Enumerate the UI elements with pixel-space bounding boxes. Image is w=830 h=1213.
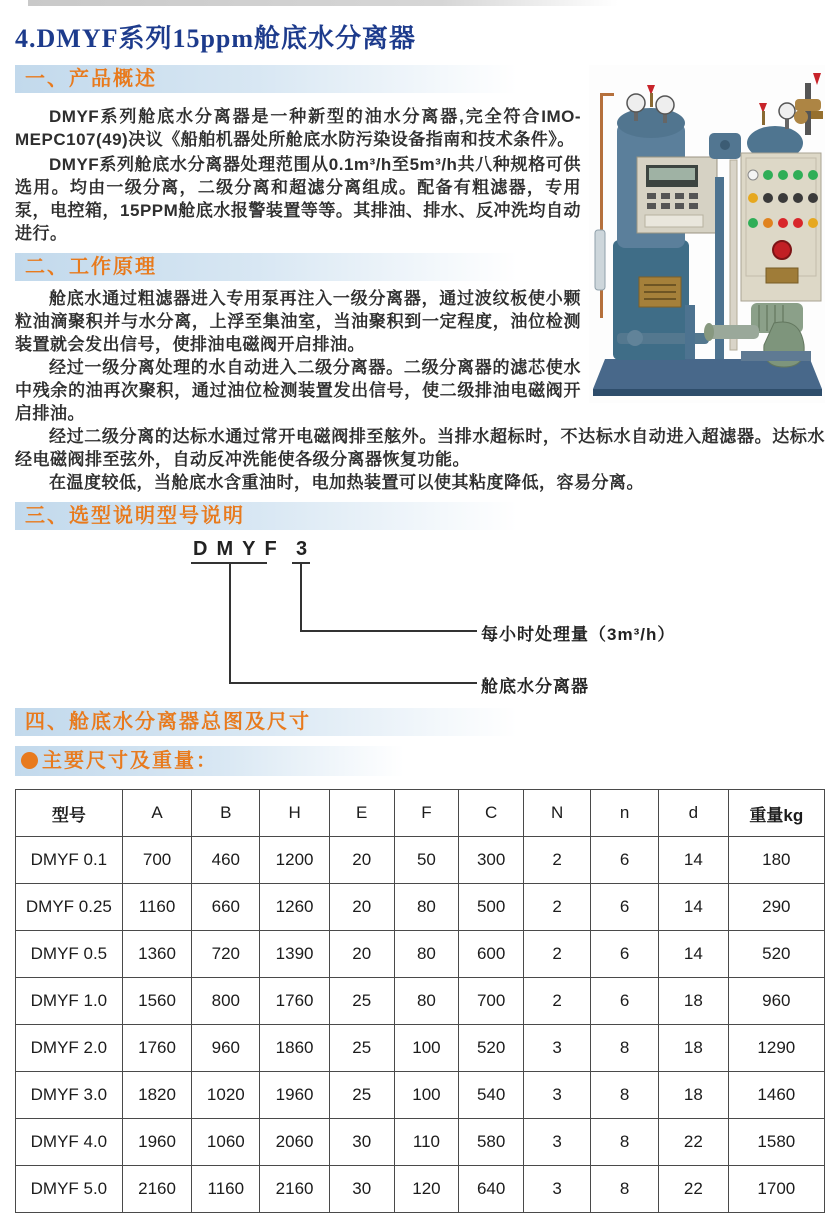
value-cell: 1760	[260, 978, 330, 1025]
column-header: n	[591, 790, 659, 837]
value-cell: 300	[459, 837, 524, 884]
separator-unit-illustration	[589, 65, 825, 403]
value-cell: 80	[394, 978, 459, 1025]
diagram-connector-lines	[15, 536, 485, 708]
value-cell: 3	[524, 1119, 591, 1166]
value-cell: 520	[459, 1025, 524, 1072]
value-cell: 100	[394, 1025, 459, 1072]
value-cell: 22	[659, 1119, 729, 1166]
value-cell: 960	[192, 1025, 260, 1072]
value-cell: 520	[728, 931, 824, 978]
value-cell: 20	[329, 837, 394, 884]
value-cell: 80	[394, 931, 459, 978]
scan-artifact-strip	[28, 0, 618, 6]
column-header: 型号	[16, 790, 123, 837]
value-cell: 6	[591, 837, 659, 884]
model-cell: DMYF 1.0	[16, 978, 123, 1025]
column-header: 重量kg	[728, 790, 824, 837]
column-header: E	[329, 790, 394, 837]
value-cell: 18	[659, 978, 729, 1025]
table-row	[16, 1025, 825, 1072]
value-cell: 6	[591, 978, 659, 1025]
model-cell: DMYF 0.5	[16, 931, 123, 978]
value-cell: 1760	[122, 1025, 192, 1072]
model-designation-diagram	[15, 536, 825, 708]
value-cell: 1700	[728, 1166, 824, 1213]
value-cell: 290	[728, 884, 824, 931]
dimensions-subheading-label: 主要尺寸及重量：	[42, 750, 218, 772]
column-header: B	[192, 790, 260, 837]
principle-paragraph-4: 在温度较低，当舱底水含重油时，电加热装置可以使其粘度降低，容易分离。	[49, 473, 644, 492]
model-code-text: DMYF	[193, 538, 286, 560]
value-cell: 700	[459, 978, 524, 1025]
model-cell: DMYF 0.25	[16, 884, 123, 931]
value-cell: 14	[659, 931, 729, 978]
column-header: A	[122, 790, 192, 837]
table-row	[16, 884, 825, 931]
value-cell: 8	[591, 1119, 659, 1166]
value-cell: 460	[192, 837, 260, 884]
column-header: F	[394, 790, 459, 837]
value-cell: 800	[192, 978, 260, 1025]
separator-label: 舱底水分离器	[481, 677, 589, 696]
model-cell: DMYF 4.0	[16, 1119, 123, 1166]
value-cell: 640	[459, 1166, 524, 1213]
principle-paragraph-1: 舱底水通过粗滤器进入专用泵再注入一级分离器，通过波纹板使小颗粒油滴聚积并与水分离，上浮至集油室，当油聚积到一定程度，油位检测装置就会发出信号，使排油电磁阀开启排油。	[15, 289, 581, 354]
value-cell: 1860	[260, 1025, 330, 1072]
value-cell: 600	[459, 931, 524, 978]
table-row	[16, 1119, 825, 1166]
value-cell: 18	[659, 1025, 729, 1072]
value-cell: 500	[459, 884, 524, 931]
value-cell: 14	[659, 837, 729, 884]
value-cell: 50	[394, 837, 459, 884]
value-cell: 2	[524, 931, 591, 978]
value-cell: 3	[524, 1166, 591, 1213]
value-cell: 25	[329, 1025, 394, 1072]
value-cell: 960	[728, 978, 824, 1025]
value-cell: 2160	[260, 1166, 330, 1213]
page-title: 4.DMYF系列15ppm舱底水分离器	[15, 24, 417, 53]
table-row	[16, 931, 825, 978]
model-number-text: 3	[296, 538, 308, 560]
value-cell: 1290	[728, 1025, 824, 1072]
value-cell: 1260	[260, 884, 330, 931]
value-cell: 1060	[192, 1119, 260, 1166]
value-cell: 720	[192, 931, 260, 978]
section-heading-dimensions: 四、舱底水分离器总图及尺寸	[15, 708, 825, 736]
value-cell: 120	[394, 1166, 459, 1213]
section-heading-model-selection: 三、选型说明型号说明	[15, 502, 825, 530]
value-cell: 700	[122, 837, 192, 884]
value-cell: 100	[394, 1072, 459, 1119]
column-header: N	[524, 790, 591, 837]
value-cell: 660	[192, 884, 260, 931]
value-cell: 8	[591, 1166, 659, 1213]
value-cell: 6	[591, 931, 659, 978]
capacity-label: 每小时处理量（3m³/h）	[481, 625, 676, 644]
model-cell: DMYF 3.0	[16, 1072, 123, 1119]
model-cell: DMYF 5.0	[16, 1166, 123, 1213]
value-cell: 8	[591, 1025, 659, 1072]
value-cell: 1200	[260, 837, 330, 884]
equipment-photo	[589, 65, 825, 403]
principle-paragraph-3: 经过二级分离的达标水通过常开电磁阀排至舷外。当排水超标时，不达标水自动进入超滤器。达标水经电磁阀排至弦外，自动反冲洗能使各级分离器恢复功能。	[15, 427, 825, 469]
value-cell: 1020	[192, 1072, 260, 1119]
column-header: C	[459, 790, 524, 837]
dimensions-table	[15, 789, 825, 1213]
value-cell: 20	[329, 931, 394, 978]
value-cell: 1960	[122, 1119, 192, 1166]
column-header: H	[260, 790, 330, 837]
value-cell: 110	[394, 1119, 459, 1166]
value-cell: 1580	[728, 1119, 824, 1166]
value-cell: 2	[524, 978, 591, 1025]
section-heading-overview: 一、产品概述	[15, 65, 825, 93]
value-cell: 1360	[122, 931, 192, 978]
bullet-icon	[21, 752, 38, 769]
value-cell: 1460	[728, 1072, 824, 1119]
value-cell: 20	[329, 884, 394, 931]
value-cell: 18	[659, 1072, 729, 1119]
value-cell: 25	[329, 1072, 394, 1119]
value-cell: 8	[591, 1072, 659, 1119]
table-header-row	[16, 790, 825, 837]
value-cell: 1390	[260, 931, 330, 978]
value-cell: 80	[394, 884, 459, 931]
value-cell: 2	[524, 884, 591, 931]
value-cell: 540	[459, 1072, 524, 1119]
model-cell: DMYF 2.0	[16, 1025, 123, 1072]
value-cell: 580	[459, 1119, 524, 1166]
value-cell: 1820	[122, 1072, 192, 1119]
value-cell: 1160	[122, 884, 192, 931]
table-row	[16, 837, 825, 884]
value-cell: 25	[329, 978, 394, 1025]
value-cell: 1960	[260, 1072, 330, 1119]
value-cell: 2	[524, 837, 591, 884]
value-cell: 30	[329, 1166, 394, 1213]
table-row	[16, 978, 825, 1025]
value-cell: 2060	[260, 1119, 330, 1166]
value-cell: 6	[591, 884, 659, 931]
value-cell: 14	[659, 884, 729, 931]
value-cell: 22	[659, 1166, 729, 1213]
value-cell: 1160	[192, 1166, 260, 1213]
overview-paragraph-1: DMYF系列舱底水分离器是一种新型的油水分离器,完全符合IMO-MEPC107(49)决议《船舶机器处所舱底水防污染设备指南和技术条件》。	[15, 107, 581, 149]
value-cell: 180	[728, 837, 824, 884]
value-cell: 3	[524, 1025, 591, 1072]
value-cell: 1560	[122, 978, 192, 1025]
value-cell: 30	[329, 1119, 394, 1166]
dimensions-subheading	[15, 746, 825, 776]
principle-paragraph-2: 经过一级分离处理的水自动进入二级分离器。二级分离器的滤芯使水中残余的油再次聚积，通过油位检测装置发出信号，使二级排油电磁阀开启排油。	[15, 358, 581, 423]
overview-paragraph-2: DMYF系列舱底水分离器处理范围从0.1m³/h至5m³/h共八种规格可供选用。均由一级分离，二级分离和超滤分离组成。配备有粗滤器，专用泵，电控箱，15PPM舱底水报警装置等等。其排油、排水、反冲洗均自动进行。	[15, 155, 581, 243]
section-heading-principle: 二、工作原理	[15, 253, 825, 281]
value-cell: 3	[524, 1072, 591, 1119]
table-row	[16, 1072, 825, 1119]
value-cell: 2160	[122, 1166, 192, 1213]
model-cell: DMYF 0.1	[16, 837, 123, 884]
column-header: d	[659, 790, 729, 837]
table-row	[16, 1166, 825, 1213]
